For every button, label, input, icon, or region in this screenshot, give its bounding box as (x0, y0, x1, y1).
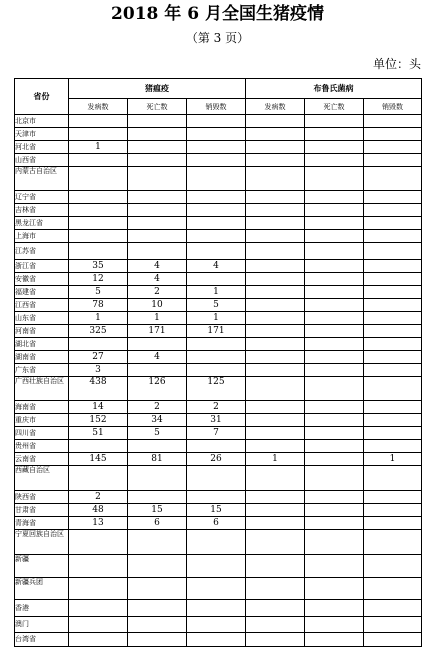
value-cell (246, 633, 305, 647)
value-cell (305, 633, 364, 647)
value-cell (187, 491, 246, 504)
subheader-deaths: 死亡数 (128, 99, 187, 115)
value-cell (364, 377, 422, 401)
value-cell: 6 (128, 517, 187, 530)
value-cell (246, 555, 305, 578)
value-cell (128, 230, 187, 243)
value-cell (246, 204, 305, 217)
value-cell (364, 364, 422, 377)
value-cell (246, 377, 305, 401)
table-row (15, 377, 422, 401)
unit-label: 单位：头 (372, 57, 421, 71)
table-row (15, 466, 422, 491)
value-cell (305, 364, 364, 377)
value-cell (187, 204, 246, 217)
value-cell: 4 (128, 351, 187, 364)
province-name: 河北省 (15, 141, 69, 154)
value-cell (187, 154, 246, 167)
value-cell: 438 (69, 377, 128, 401)
value-cell (305, 141, 364, 154)
value-cell (128, 578, 187, 600)
value-cell (305, 204, 364, 217)
value-cell: 152 (69, 414, 128, 427)
value-cell (69, 600, 128, 617)
province-name: 天津市 (15, 128, 69, 141)
table-row (15, 414, 422, 427)
province-name: 安徽省 (15, 273, 69, 286)
value-cell (246, 167, 305, 191)
value-cell (305, 286, 364, 299)
province-name: 青海省 (15, 517, 69, 530)
value-cell (128, 338, 187, 351)
province-name: 江苏省 (15, 243, 69, 260)
value-cell (305, 466, 364, 491)
value-cell (246, 517, 305, 530)
value-cell (246, 440, 305, 453)
value-cell (305, 338, 364, 351)
value-cell: 145 (69, 453, 128, 466)
value-cell (69, 115, 128, 128)
value-cell: 31 (187, 414, 246, 427)
value-cell: 325 (69, 325, 128, 338)
value-cell (305, 440, 364, 453)
value-cell (305, 414, 364, 427)
value-cell (364, 491, 422, 504)
subheader-cases: 发病数 (69, 99, 128, 115)
value-cell: 51 (69, 427, 128, 440)
value-cell (364, 154, 422, 167)
page-title: 2018 年 6 月全国生猪疫情 (111, 4, 324, 24)
value-cell: 10 (128, 299, 187, 312)
value-cell: 81 (128, 453, 187, 466)
value-cell (246, 414, 305, 427)
value-cell (246, 217, 305, 230)
value-cell (305, 299, 364, 312)
province-name: 北京市 (15, 115, 69, 128)
table-body (15, 115, 422, 647)
province-name: 浙江省 (15, 260, 69, 273)
value-cell (69, 243, 128, 260)
value-cell (364, 466, 422, 491)
table-row (15, 530, 422, 555)
value-cell: 7 (187, 427, 246, 440)
value-cell (305, 504, 364, 517)
value-cell (128, 191, 187, 204)
value-cell (364, 617, 422, 633)
table-row (15, 167, 422, 191)
value-cell (128, 217, 187, 230)
value-cell (128, 530, 187, 555)
page-number: （第 3 页） (185, 31, 250, 45)
value-cell: 126 (128, 377, 187, 401)
province-name: 吉林省 (15, 204, 69, 217)
value-cell (246, 273, 305, 286)
value-cell (187, 217, 246, 230)
value-cell (246, 504, 305, 517)
value-cell (187, 141, 246, 154)
value-cell: 48 (69, 504, 128, 517)
table-row (15, 600, 422, 617)
value-cell (187, 555, 246, 578)
value-cell (305, 230, 364, 243)
value-cell: 13 (69, 517, 128, 530)
value-cell (187, 128, 246, 141)
value-cell (128, 466, 187, 491)
value-cell (69, 128, 128, 141)
value-cell: 5 (128, 427, 187, 440)
province-name: 广东省 (15, 364, 69, 377)
value-cell (305, 517, 364, 530)
value-cell (364, 128, 422, 141)
subheader-cases: 发病数 (246, 99, 305, 115)
value-cell (187, 338, 246, 351)
table-row (15, 401, 422, 414)
province-name: 宁夏回族自治区 (15, 530, 69, 555)
value-cell (246, 364, 305, 377)
subheader-destroyed: 销毁数 (364, 99, 422, 115)
value-cell: 14 (69, 401, 128, 414)
value-cell (69, 466, 128, 491)
value-cell (305, 401, 364, 414)
value-cell: 34 (128, 414, 187, 427)
value-cell (364, 325, 422, 338)
value-cell (246, 312, 305, 325)
group-header-brucellosis: 布鲁氏菌病 (246, 79, 422, 99)
value-cell (305, 243, 364, 260)
province-name: 河南省 (15, 325, 69, 338)
province-name: 台湾省 (15, 633, 69, 647)
value-cell (364, 414, 422, 427)
value-cell (128, 243, 187, 260)
value-cell (187, 440, 246, 453)
value-cell (305, 600, 364, 617)
value-cell: 26 (187, 453, 246, 466)
value-cell (69, 217, 128, 230)
value-cell (187, 191, 246, 204)
table-row (15, 617, 422, 633)
value-cell: 15 (128, 504, 187, 517)
value-cell (246, 260, 305, 273)
value-cell (305, 191, 364, 204)
value-cell: 171 (128, 325, 187, 338)
value-cell (187, 230, 246, 243)
table-row (15, 230, 422, 243)
value-cell: 35 (69, 260, 128, 273)
value-cell (128, 204, 187, 217)
province-name: 陕西省 (15, 491, 69, 504)
value-cell: 1 (69, 312, 128, 325)
value-cell: 2 (128, 286, 187, 299)
value-cell: 27 (69, 351, 128, 364)
value-cell (69, 167, 128, 191)
table-row (15, 154, 422, 167)
value-cell (364, 633, 422, 647)
table-row (15, 504, 422, 517)
value-cell (128, 555, 187, 578)
value-cell (246, 466, 305, 491)
value-cell (246, 530, 305, 555)
table-row (15, 286, 422, 299)
province-name: 西藏自治区 (15, 466, 69, 491)
epidemic-table (14, 78, 422, 647)
table-row (15, 338, 422, 351)
province-name: 澳门 (15, 617, 69, 633)
value-cell (364, 578, 422, 600)
table-row (15, 364, 422, 377)
table-row (15, 243, 422, 260)
province-name: 上海市 (15, 230, 69, 243)
value-cell (187, 364, 246, 377)
value-cell (305, 312, 364, 325)
value-cell (128, 617, 187, 633)
table-row (15, 312, 422, 325)
value-cell (364, 115, 422, 128)
province-name: 四川省 (15, 427, 69, 440)
value-cell (305, 578, 364, 600)
value-cell (128, 115, 187, 128)
table-row (15, 299, 422, 312)
value-cell (305, 115, 364, 128)
province-name: 湖南省 (15, 351, 69, 364)
value-cell (69, 633, 128, 647)
value-cell (246, 286, 305, 299)
table-row (15, 517, 422, 530)
value-cell: 1 (187, 286, 246, 299)
value-cell (69, 191, 128, 204)
value-cell (246, 191, 305, 204)
value-cell (305, 377, 364, 401)
province-name: 湖北省 (15, 338, 69, 351)
table-row (15, 427, 422, 440)
province-name: 广西壮族自治区 (15, 377, 69, 401)
value-cell (364, 351, 422, 364)
value-cell (246, 600, 305, 617)
value-cell (364, 243, 422, 260)
value-cell (305, 154, 364, 167)
value-cell: 12 (69, 273, 128, 286)
table-row (15, 555, 422, 578)
value-cell (128, 128, 187, 141)
value-cell (364, 286, 422, 299)
value-cell (246, 128, 305, 141)
group-header-swine-fever: 猪瘟疫 (69, 79, 246, 99)
value-cell: 1 (128, 312, 187, 325)
table-row (15, 128, 422, 141)
value-cell (69, 530, 128, 555)
value-cell (246, 578, 305, 600)
table-row (15, 440, 422, 453)
value-cell (246, 617, 305, 633)
table-row (15, 204, 422, 217)
value-cell (69, 338, 128, 351)
value-cell (364, 204, 422, 217)
value-cell (69, 578, 128, 600)
subheader-destroyed: 销毁数 (187, 99, 246, 115)
value-cell (187, 578, 246, 600)
value-cell (246, 351, 305, 364)
value-cell (187, 273, 246, 286)
value-cell (246, 401, 305, 414)
value-cell: 125 (187, 377, 246, 401)
table-row (15, 633, 422, 647)
value-cell (246, 325, 305, 338)
value-cell: 5 (69, 286, 128, 299)
value-cell (305, 555, 364, 578)
subheader-deaths: 死亡数 (305, 99, 364, 115)
value-cell (69, 617, 128, 633)
value-cell (305, 325, 364, 338)
value-cell (187, 115, 246, 128)
province-name: 甘肃省 (15, 504, 69, 517)
province-name: 辽宁省 (15, 191, 69, 204)
value-cell (364, 401, 422, 414)
value-cell (246, 427, 305, 440)
province-name: 海南省 (15, 401, 69, 414)
province-name: 新疆兵团 (15, 578, 69, 600)
value-cell (364, 273, 422, 286)
province-name: 山西省 (15, 154, 69, 167)
value-cell (128, 633, 187, 647)
value-cell: 1 (69, 141, 128, 154)
value-cell (246, 115, 305, 128)
table-row (15, 141, 422, 154)
province-name: 江西省 (15, 299, 69, 312)
value-cell (246, 243, 305, 260)
value-cell (364, 230, 422, 243)
value-cell (364, 217, 422, 230)
province-name: 福建省 (15, 286, 69, 299)
value-cell (128, 440, 187, 453)
value-cell (128, 141, 187, 154)
value-cell (187, 600, 246, 617)
value-cell (69, 154, 128, 167)
value-cell (305, 167, 364, 191)
value-cell (305, 491, 364, 504)
value-cell (246, 491, 305, 504)
value-cell (246, 230, 305, 243)
value-cell (305, 427, 364, 440)
value-cell: 2 (69, 491, 128, 504)
value-cell: 6 (187, 517, 246, 530)
value-cell (128, 154, 187, 167)
value-cell: 171 (187, 325, 246, 338)
value-cell (69, 230, 128, 243)
value-cell: 1 (364, 453, 422, 466)
value-cell (187, 617, 246, 633)
province-name: 山东省 (15, 312, 69, 325)
province-name: 黑龙江省 (15, 217, 69, 230)
value-cell (364, 530, 422, 555)
value-cell (305, 530, 364, 555)
value-cell (69, 204, 128, 217)
table-row (15, 260, 422, 273)
table-row (15, 578, 422, 600)
value-cell (364, 141, 422, 154)
value-cell (246, 154, 305, 167)
value-cell (128, 491, 187, 504)
value-cell (364, 555, 422, 578)
value-cell (246, 299, 305, 312)
table-row (15, 325, 422, 338)
value-cell (246, 141, 305, 154)
province-name: 重庆市 (15, 414, 69, 427)
value-cell (128, 364, 187, 377)
value-cell (364, 427, 422, 440)
value-cell: 1 (246, 453, 305, 466)
province-header: 省份 (15, 79, 69, 115)
value-cell (246, 338, 305, 351)
value-cell: 78 (69, 299, 128, 312)
value-cell: 1 (187, 312, 246, 325)
value-cell: 3 (69, 364, 128, 377)
table-row (15, 191, 422, 204)
value-cell (305, 128, 364, 141)
value-cell (364, 517, 422, 530)
value-cell (364, 299, 422, 312)
value-cell (364, 260, 422, 273)
value-cell (364, 504, 422, 517)
table-row (15, 351, 422, 364)
value-cell: 2 (187, 401, 246, 414)
value-cell (69, 440, 128, 453)
value-cell: 4 (187, 260, 246, 273)
province-name: 内蒙古自治区 (15, 167, 69, 191)
value-cell (364, 167, 422, 191)
value-cell (305, 260, 364, 273)
value-cell (187, 466, 246, 491)
value-cell (305, 351, 364, 364)
table-row (15, 453, 422, 466)
value-cell (364, 312, 422, 325)
value-cell: 5 (187, 299, 246, 312)
value-cell (364, 600, 422, 617)
province-name: 贵州省 (15, 440, 69, 453)
value-cell (364, 338, 422, 351)
value-cell (305, 617, 364, 633)
table-row (15, 217, 422, 230)
value-cell (305, 453, 364, 466)
value-cell: 4 (128, 273, 187, 286)
value-cell: 2 (128, 401, 187, 414)
value-cell (128, 600, 187, 617)
province-name: 香港 (15, 600, 69, 617)
value-cell (187, 243, 246, 260)
value-cell (364, 440, 422, 453)
province-name: 新疆 (15, 555, 69, 578)
value-cell (187, 530, 246, 555)
value-cell (364, 191, 422, 204)
value-cell: 4 (128, 260, 187, 273)
value-cell (305, 217, 364, 230)
table-row (15, 115, 422, 128)
value-cell (305, 273, 364, 286)
table-row (15, 491, 422, 504)
value-cell (187, 351, 246, 364)
value-cell (128, 167, 187, 191)
value-cell (187, 633, 246, 647)
table-row (15, 273, 422, 286)
value-cell (69, 555, 128, 578)
value-cell: 15 (187, 504, 246, 517)
province-name: 云南省 (15, 453, 69, 466)
value-cell (187, 167, 246, 191)
